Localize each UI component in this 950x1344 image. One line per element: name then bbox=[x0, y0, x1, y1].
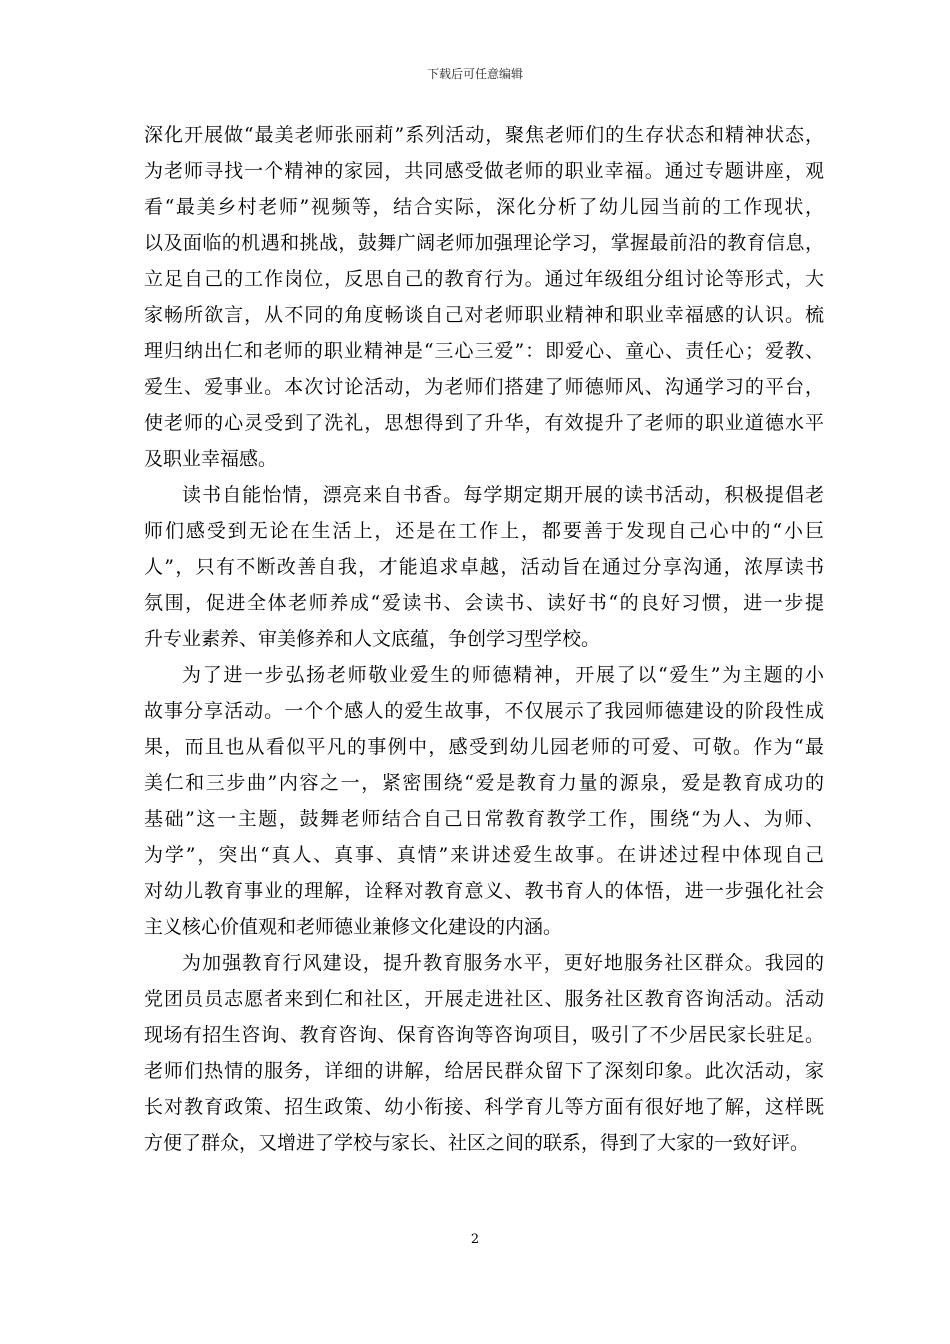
text-line: 基础”这一主题，鼓舞老师结合自己日常教育教学工作，围绕“为人、为师、 bbox=[144, 808, 824, 830]
text-line: 现场有招生咨询、教育咨询、保育咨询等咨询项目，吸引了不少居民家长驻足。 bbox=[144, 1024, 824, 1046]
text-line: 氛围，促进全体老师养成“爱读书、会读书、读好书“的良好习惯，进一步提 bbox=[144, 592, 824, 614]
text-line: 方便了群众，又增进了学校与家长、社区之间的联系，得到了大家的一致好评。 bbox=[144, 1132, 810, 1154]
text-line: 爱生、爱事业。本次讨论活动，为老师们搭建了师德师风、沟通学习的平台， bbox=[144, 376, 824, 398]
document-body bbox=[144, 117, 824, 1161]
text-line: 为学”，突出“真人、真事、真情”来讲述爱生故事。在讲述过程中体现自己 bbox=[144, 844, 824, 866]
text-line: 美仁和三步曲”内容之一，紧密围绕“爱是教育力量的源泉，爱是教育成功的 bbox=[144, 772, 824, 794]
paragraph bbox=[144, 477, 824, 657]
paragraph bbox=[144, 945, 824, 1161]
page-header: 下载后可任意编辑 bbox=[426, 67, 523, 81]
text-line: 对幼儿教育事业的理解，诠释对教育意义、教书育人的体悟，进一步强化社会 bbox=[144, 880, 824, 902]
text-line: 师们感受到无论在生活上，还是在工作上，都要善于发现自己心中的“小巨 bbox=[144, 520, 824, 542]
text-line: 理归纳出仁和老师的职业精神是“三心三爱”：即爱心、童心、责任心；爱教、 bbox=[144, 340, 824, 362]
text-line: 深化开展做“最美老师张丽莉”系列活动，聚焦老师们的生存状态和精神状态， bbox=[144, 124, 824, 146]
text-line: 家畅所欲言，从不同的角度畅谈自己对老师职业精神和职业幸福感的认识。梳 bbox=[144, 304, 824, 326]
page-number: 2 bbox=[470, 1232, 480, 1247]
text-line: 及职业幸福感。 bbox=[144, 448, 278, 470]
text-line: 读书自能怡情，漂亮来自书香。每学期定期开展的读书活动，积极提倡老 bbox=[182, 484, 824, 506]
text-line: 为了进一步弘扬老师敬业爱生的师德精神，开展了以“爱生”为主题的小 bbox=[182, 664, 824, 686]
text-line: 果，而且也从看似平凡的事例中，感受到幼儿园老师的可爱、可敬。作为“最 bbox=[144, 736, 824, 758]
text-line: 故事分享活动。一个个感人的爱生故事，不仅展示了我园师德建设的阶段性成 bbox=[144, 700, 824, 722]
text-line: 看“最美乡村老师”视频等，结合实际，深化分析了幼儿园当前的工作现状， bbox=[144, 196, 824, 218]
paragraph bbox=[144, 657, 824, 945]
text-line: 为老师寻找一个精神的家园，共同感受做老师的职业幸福。通过专题讲座，观 bbox=[144, 160, 824, 182]
text-line: 党团员员志愿者来到仁和社区，开展走进社区、服务社区教育咨询活动。活动 bbox=[144, 988, 824, 1010]
text-line: 长对教育政策、招生政策、幼小衔接、科学育儿等方面有很好地了解，这样既 bbox=[144, 1096, 824, 1118]
text-line: 升专业素养、审美修养和人文底蕴，争创学习型学校。 bbox=[144, 628, 601, 650]
text-line: 为加强教育行风建设，提升教育服务水平，更好地服务社区群众。我园的 bbox=[182, 952, 824, 974]
text-line: 老师们热情的服务，详细的讲解，给居民群众留下了深刻印象。此次活动，家 bbox=[144, 1060, 824, 1082]
text-line: 人”，只有不断改善自我，才能追求卓越，活动旨在通过分享沟通，浓厚读书 bbox=[144, 556, 824, 578]
text-line: 主义核心价值观和老师德业兼修文化建设的内涵。 bbox=[144, 916, 563, 938]
paragraph bbox=[144, 117, 824, 477]
text-line: 立足自己的工作岗位，反思自己的教育行为。通过年级组分组讨论等形式，大 bbox=[144, 268, 824, 290]
text-line: 以及面临的机遇和挑战，鼓舞广阔老师加强理论学习，掌握最前沿的教育信息， bbox=[144, 232, 824, 254]
text-line: 使老师的心灵受到了洗礼，思想得到了升华，有效提升了老师的职业道德水平 bbox=[144, 412, 824, 434]
